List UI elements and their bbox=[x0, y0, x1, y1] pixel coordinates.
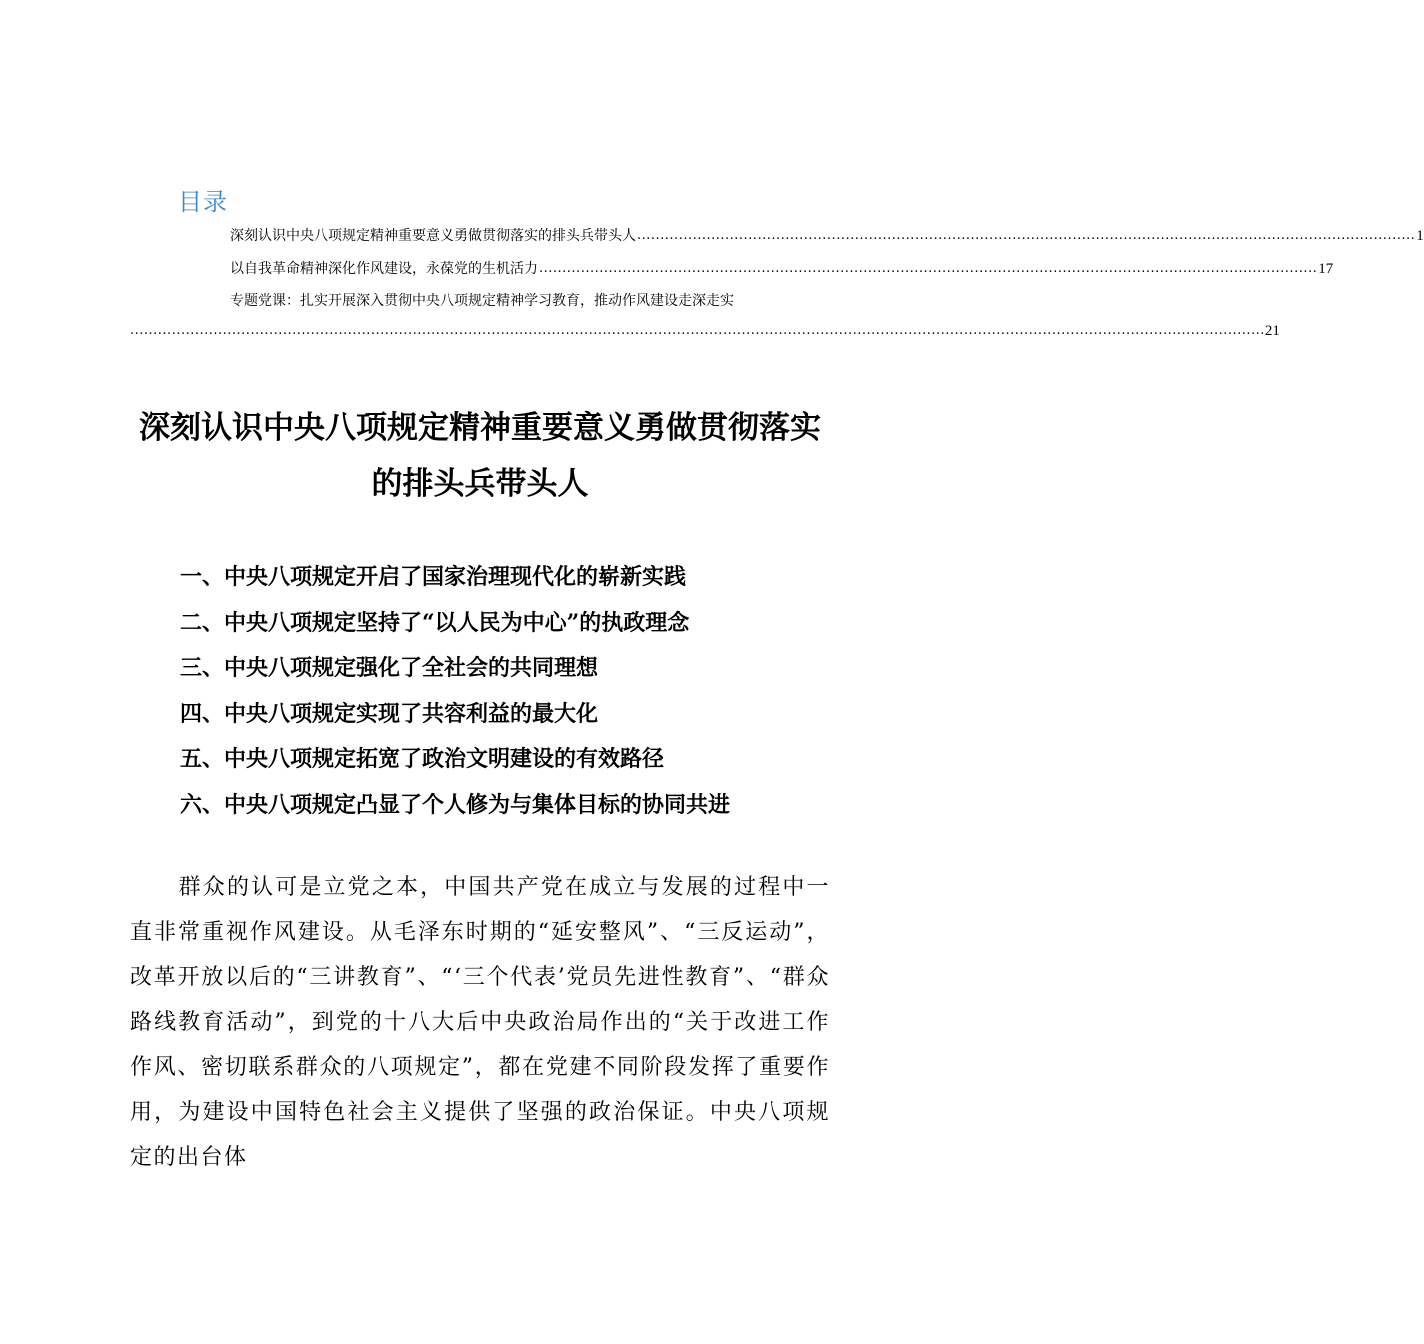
article-title bbox=[120, 400, 840, 512]
toc-entry-page: 1 bbox=[1416, 228, 1424, 244]
toc-entry-page: 17 bbox=[1318, 261, 1334, 277]
paragraph-text: 群众的认可是立党之本，中国共产党在成立与发展的过程中一直非常重视作风建设。从毛泽东时期的“延安整风”、“三反运动”，改革开放以后的“三讲教育”、“‘三个代表’党员先进性教育”、“群众路线教育活动”，到党的十八大后中央政治局作出的“关于改进工作作风、密切联系群众的八项规定”，都在党建不同阶段发挥了重要作用，为建设中国特色社会主义提供了坚强的政治保证。中央八项规定的出台体 bbox=[130, 875, 830, 1170]
outline-list bbox=[180, 555, 860, 828]
toc-entry-title: 深刻认识中央八项规定精神重要意义勇做贯彻落实的排头兵带头人 bbox=[230, 228, 636, 244]
toc-entry-title: 以自我革命精神深化作风建设，永葆党的生机活力 bbox=[230, 261, 538, 277]
toc-entry-page: 21 bbox=[1264, 323, 1280, 339]
body-paragraph bbox=[130, 865, 830, 1180]
toc-entry[interactable] bbox=[230, 258, 1334, 280]
toc-entry-continuation[interactable] bbox=[130, 320, 1280, 342]
toc-heading: 目录 bbox=[178, 188, 228, 216]
toc-leader-dots: ........................................................................................................................................................................ bbox=[539, 261, 1318, 276]
toc-leader-dots: ..................................................................................................................................................................................................................................................... bbox=[130, 323, 1265, 338]
article-title-line: 的排头兵带头人 bbox=[371, 466, 589, 502]
outline-item: 六、中央八项规定凸显了个人修为与集体目标的协同共进 bbox=[180, 791, 731, 818]
toc-entry-title: 专题党课：扎实开展深入贯彻中央八项规定精神学习教育，推动作风建设走深走实 bbox=[230, 293, 734, 309]
article-title-line: 深刻认识中央八项规定精神重要意义勇做贯彻落实 bbox=[139, 410, 821, 446]
outline-item: 五、中央八项规定拓宽了政治文明建设的有效路径 bbox=[180, 746, 665, 772]
outline-item: 三、中央八项规定强化了全社会的共同理想 bbox=[180, 655, 599, 681]
outline-item: 一、中央八项规定开启了国家治理现代化的崭新实践 bbox=[180, 564, 687, 590]
toc-leader-dots: ........................................................................................................................................................................ bbox=[637, 228, 1416, 243]
outline-item: 二、中央八项规定坚持了“以人民为中心”的执政理念 bbox=[180, 609, 690, 636]
outline-item: 四、中央八项规定实现了共容利益的最大化 bbox=[180, 700, 599, 727]
toc-entry[interactable] bbox=[230, 290, 832, 312]
toc-entry[interactable] bbox=[230, 225, 1424, 247]
